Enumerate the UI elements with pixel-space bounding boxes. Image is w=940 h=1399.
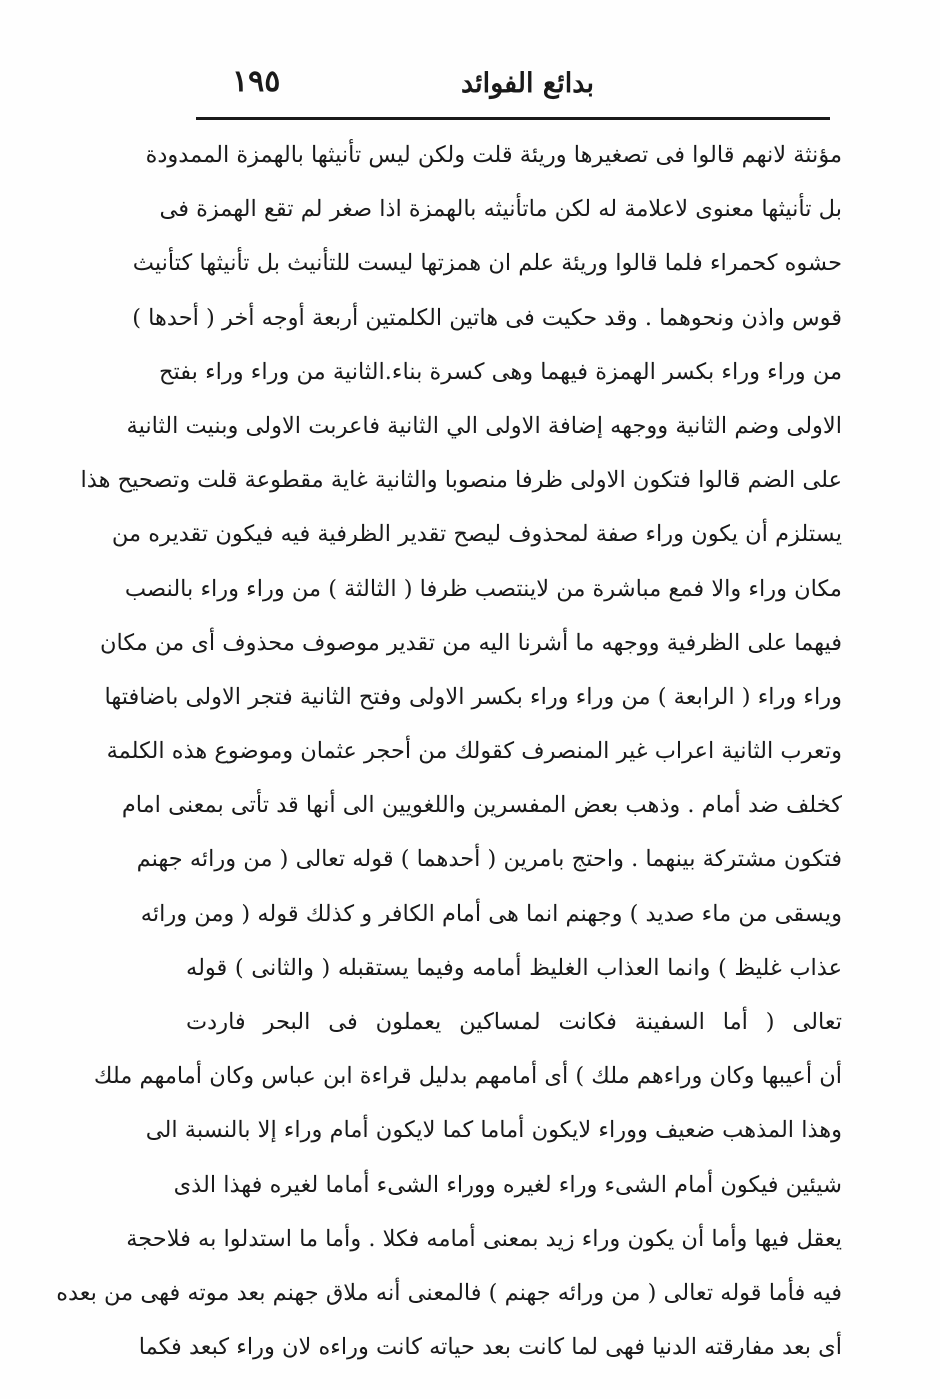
header-rule [196, 117, 830, 120]
text-line: مؤنثة لانهم قالوا فى تصغيرها وريئة قلت ولكن ليس تأنيثها بالهمزة الممدودة [145, 142, 842, 168]
text-line: أى بعد مفارقته الدنيا فهى لما كانت بعد حياته كانت وراءه لان وراء كبعد فكما [138, 1334, 842, 1361]
text-line: وهذا المذهب ضعيف ووراء لايكون أماما كما لايكون أمام وراء إلا بالنسبة الى [145, 1117, 842, 1144]
text-line: بل تأنيثها معنوى لاعلامة له لكن ماتأنيثه بالهمزة اذا صغر لم تقع الهمزة فى [159, 196, 842, 223]
text-line: وتعرب الثانية اعراب غير المنصرف كقولك من أحجر عثمان وموضوع هذه الكلمة [106, 738, 842, 765]
text-line: على الضم قالوا فتكون الاولى ظرفا منصوبا والثانية غاية مقطوعة قلت وتصحيح هذا [80, 467, 842, 494]
text-line: عذاب غليظ ) وانما العذاب الغليظ أمامه وفيما يستقبله ( والثانى ) قوله [186, 954, 842, 981]
page-number: ١٩٥ [232, 64, 281, 99]
text-line: ويسقى من ماء صديد ) وجهنم انما هى أمام الكافر و كذلك قوله ( ومن ورائه [140, 900, 842, 927]
text-line: الاولى وضم الثانية ووجهه إضافة الاولى الي الثانية فاعربت الاولى وبنيت الثانية [126, 412, 842, 439]
page-header [186, 62, 842, 112]
text-line: فيهما على الظرفية ووجهه ما أشرنا اليه من تقدير موصوف محذوف أى من مكان [99, 629, 842, 656]
text-line: قوس واذن ونحوهما . وقد حكيت فى هاتين الكلمتين أربعة أوجه أخر ( أحدها ) [132, 304, 842, 331]
text-line: يعقل فيها وأما أن يكون وراء زيد بمعنى أمامه فكلا . وأما ما استدلوا به فلاحجة [126, 1225, 842, 1252]
running-title: بدائع الفوائد [461, 68, 594, 99]
text-line: فتكون مشتركة بينهما . واحتج بامرين ( أحدهما ) قوله تعالى ( من ورائه جهنم [136, 846, 842, 873]
text-line: حشوه كحمراء فلما قالوا وريئة علم ان همزتها ليست للتأنيث بل تأنيثها كتأنيث [132, 250, 842, 277]
text-line: أن أعيبها وكان وراءهم ملك ) أى أمامهم بدليل قراءة ابن عباس وكان أمامهم ملك [93, 1063, 842, 1090]
text-line: وراء وراء ( الرابعة ) من وراء وراء بكسر الاولى وفتح الثانية فتجر الاولى باضافتها [104, 683, 842, 710]
text-line: كخلف ضد أمام . وذهب بعض المفسرين واللغويين الى أنها قد تأتى بمعنى امام [121, 792, 842, 819]
text-line: من وراء وراء بكسر الهمزة فيهما وهى كسرة بناء.الثانية من وراء وراء بفتح [158, 358, 842, 385]
text-line: فيه فأما قوله تعالى ( من ورائه جهنم ) فالمعنى أنه ملاق جهنم بعد موته فهى من بعده [56, 1279, 842, 1306]
text-line: تعالى ( أما السفينة فكانت لمساكين يعملون فى البحر فاردت [186, 1009, 842, 1035]
text-line: شيئين فيكون أمام الشىء وراء لغيره ووراء الشىء أماما لغيره فهذا الذى [173, 1171, 842, 1198]
text-line: مكان وراء والا فمع مباشرة من لاينتصب ظرفا ( الثالثة ) من وراء وراء بالنصب [124, 575, 842, 602]
text-line: يستلزم أن يكون وراء صفة لمحذوف ليصح تقدير الظرفية فيه فيكون تقديره من [111, 521, 842, 548]
body-text [56, 128, 842, 1374]
